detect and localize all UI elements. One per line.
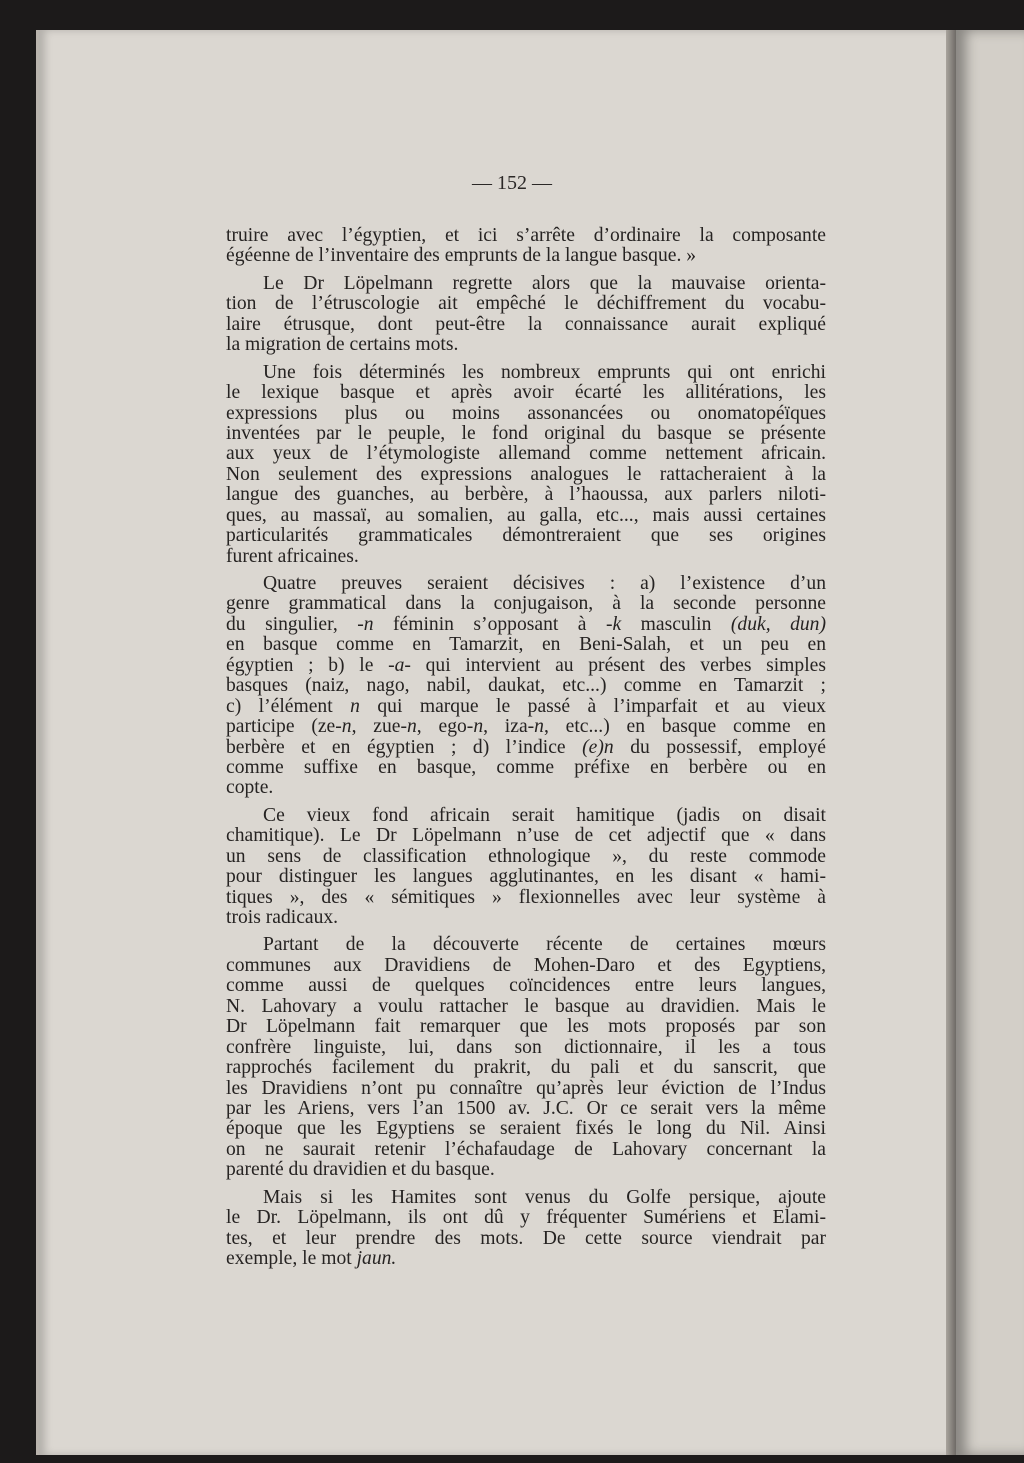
text-line: confrère linguiste, lui, dans son dictionnaire, il les a tous — [226, 1036, 826, 1058]
text-line: en basque comme en Tamarzit, en Beni-Salah, et un peu en — [226, 634, 826, 656]
paragraph — [226, 806, 826, 929]
text-run: berbère et en égyptien ; d) l’indice — [226, 736, 583, 758]
italic-run: -n — [357, 613, 374, 635]
text-line: basques (naiz, nago, nabil, daukat, etc...) comme en Tamarzit ; — [226, 675, 826, 697]
next-page-edge — [956, 30, 1024, 1455]
text-line — [226, 656, 826, 676]
italic-run: -a- — [388, 654, 411, 676]
body-text — [226, 226, 826, 1276]
text-line — [226, 1249, 826, 1269]
text-line: tion de l’étruscologie ait empêché le déchiffrement du vocabu- — [226, 293, 826, 315]
text-run: du singulier, — [226, 613, 358, 635]
text-line — [226, 738, 826, 758]
text-line: Le Dr Löpelmann regrette alors que la mauvaise orienta- — [263, 272, 826, 294]
text-run: qui marque le passé à l’imparfait et au vieux — [359, 695, 826, 717]
page-number: — 152 — — [472, 172, 552, 194]
text-run: égyptien ; b) le — [226, 654, 389, 676]
text-line: parenté du dravidien et du basque. — [226, 1159, 495, 1181]
text-line: laire étrusque, dont peut-être la connaissance aurait expliqué — [226, 313, 826, 335]
italic-run: (e)n — [582, 736, 614, 758]
text-line: on ne saurait retenir l’échafaudage de Lahovary concernant la — [226, 1138, 826, 1160]
italic-run: n — [534, 716, 544, 738]
text-line: chamitique). Le Dr Löpelmann n’use de cet adjectif que « dans — [226, 825, 826, 847]
text-line: le lexique basque et après avoir écarté les allitérations, les — [226, 382, 826, 404]
italic-run: n — [473, 716, 484, 738]
text-run: exemple, le mot — [226, 1248, 357, 1269]
italic-run: n — [350, 695, 360, 717]
text-run: masculin — [621, 613, 731, 635]
text-line: pour distinguer les langues agglutinantes, en les disant « hami- — [226, 866, 826, 888]
text-line: comme suffixe en basque, comme préfixe en berbère ou en — [226, 756, 826, 778]
paragraph — [226, 1188, 826, 1270]
text-line: particularités grammaticales démontreraient que ses origines — [226, 525, 826, 547]
text-line: copte. — [226, 777, 274, 799]
text-line: un sens de classification ethnologique », du reste commode — [226, 845, 826, 867]
text-run: participe (ze- — [226, 716, 342, 738]
text-line: Quatre preuves seraient décisives : a) l’existence d’un — [263, 573, 826, 594]
text-run: , zue- — [351, 716, 407, 738]
text-run: , etc...) en basque comme en — [543, 716, 826, 738]
text-line: la migration de certains mots. — [226, 334, 459, 356]
text-line: trois radicaux. — [226, 907, 339, 928]
text-run: qui intervient au présent des verbes simples — [410, 654, 826, 676]
text-line: Une fois déterminés les nombreux emprunts qui ont enrichi — [263, 361, 826, 383]
text-line: ques, au massaï, au somalien, au galla, etc..., mais aussi certaines — [226, 504, 826, 526]
text-line: rapprochés facilement du prakrit, du pali et du sanscrit, que — [226, 1057, 826, 1079]
text-line: les Dravidiens n’ont pu connaître qu’après leur éviction de l’Indus — [226, 1077, 826, 1099]
text-line: inventées par le peuple, le fond original du basque se présente — [226, 422, 826, 444]
text-line: furent africaines. — [226, 545, 359, 567]
paragraph — [226, 935, 826, 1180]
text-line: comme aussi de quelques coïncidences entre leurs langues, — [226, 975, 826, 997]
paragraph — [226, 574, 826, 799]
text-line: truire avec l’égyptien, et ici s’arrête d’ordinaire la composante — [226, 225, 826, 246]
text-line: communes aux Dravidiens de Mohen-Daro et des Egyptiens, — [226, 954, 826, 976]
italic-run: n — [341, 716, 352, 738]
text-run: , ego- — [416, 716, 474, 738]
text-line: tiques », des « sémitiques » flexionnelles avec leur système à — [226, 886, 826, 908]
italic-run: jaun. — [356, 1248, 397, 1269]
text-run: , iza- — [483, 716, 535, 738]
text-run: du possessif, employé — [613, 736, 827, 758]
text-line: tes, et leur prendre des mots. De cette source viendrait par — [226, 1227, 826, 1249]
text-line: N. Lahovary a voulu rattacher le basque au dravidien. Mais le — [226, 995, 826, 1017]
text-line: Dr Löpelmann fait remarquer que les mots proposés par son — [226, 1016, 826, 1038]
text-line: expressions plus ou moins assonancées ou onomatopéïques — [226, 402, 826, 424]
paragraph — [226, 363, 826, 567]
text-run: c) l’élément — [226, 695, 351, 717]
text-run: féminin s’opposant à — [373, 613, 606, 635]
text-line: aux yeux de l’étymologiste allemand comme nettement africain. — [226, 443, 826, 465]
text-line: langue des guanches, au berbère, à l’haoussa, aux parlers niloti- — [226, 484, 826, 506]
text-line — [226, 615, 826, 635]
text-line — [226, 697, 826, 717]
text-line: Partant de la découverte récente de certaines mœurs — [263, 934, 826, 956]
text-line — [226, 717, 826, 737]
paragraph — [226, 226, 826, 267]
text-line: par les Ariens, vers l’an 1500 av. J.C. Or ce serait vers la même — [226, 1097, 826, 1119]
italic-run: (duk, dun) — [730, 613, 826, 635]
text-line: Mais si les Hamites sont venus du Golfe persique, ajoute — [263, 1186, 826, 1208]
text-line: époque que les Egyptiens se seraient fixés le long du Nil. Ainsi — [226, 1118, 826, 1140]
italic-run: n — [407, 716, 417, 738]
paragraph — [226, 274, 826, 356]
book-gutter — [946, 30, 956, 1455]
text-line: genre grammatical dans la conjugaison, à la seconde personne — [226, 593, 826, 615]
text-line: Non seulement des expressions analogues le rattacheraient à la — [226, 463, 826, 485]
italic-run: -k — [605, 613, 622, 635]
text-line: Ce vieux fond africain serait hamitique (jadis on disait — [263, 804, 826, 826]
text-line: le Dr. Löpelmann, ils ont dû y fréquenter Sumériens et Elami- — [226, 1207, 826, 1229]
text-line: égéenne de l’inventaire des emprunts de la langue basque. » — [226, 245, 697, 267]
